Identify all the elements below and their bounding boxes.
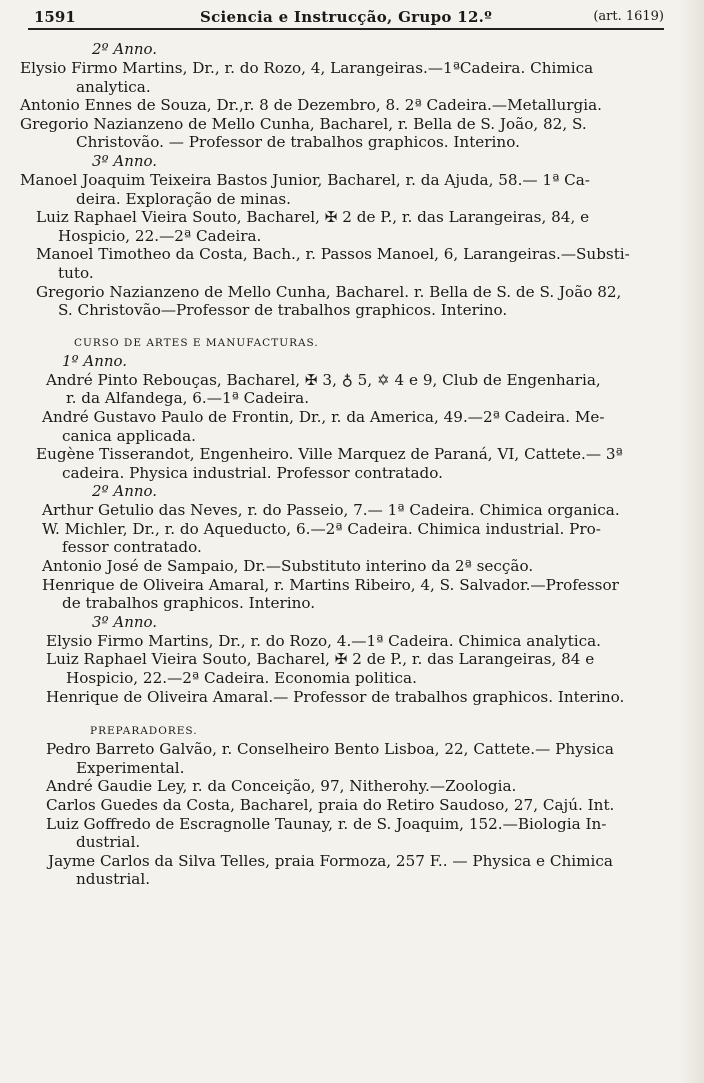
entry-line: r. da Alfandega, 6.—1ª Cadeira.: [66, 389, 310, 408]
entry-line: Hospicio, 22.—2ª Cadeira. Economia politica.: [66, 669, 417, 688]
article-reference: (art. 1619): [593, 9, 664, 24]
entry-line: Hospicio, 22.—2ª Cadeira.: [58, 226, 262, 245]
entry-line: fessor contratado.: [62, 538, 202, 557]
entry-line: analytica.: [76, 77, 151, 96]
entry-line: Antonio Ennes de Souza, Dr.,r. 8 de Dezembro, 8. 2ª Cadeira.—Metallurgia.: [20, 96, 602, 115]
entry-line: Jayme Carlos da Silva Telles, praia Formoza, 257 F.. — Physica e Chimica: [48, 851, 613, 870]
entry-line: canica applicada.: [62, 426, 196, 445]
intro-groups: [20, 40, 668, 320]
section-artes: [20, 352, 668, 707]
entry-line: Eugène Tisserandot, Engenheiro. Ville Marquez de Paraná, VI, Cattete.— 3ª: [36, 445, 623, 464]
section-title-artes: CURSO DE ARTES E MANUFACTURAS.: [74, 336, 319, 349]
entry-line: deira. Exploração de minas.: [76, 189, 292, 208]
entry-line: Experimental.: [76, 758, 185, 777]
entry-line: Carlos Guedes da Costa, Bacharel, praia do Retiro Saudoso, 27, Cajú. Int.: [46, 796, 615, 814]
year-heading: 3º Anno.: [92, 151, 158, 170]
entry-line: Elysio Firmo Martins, Dr., r. do Rozo, 4.—1ª Cadeira. Chimica analytica.: [46, 631, 601, 650]
entry-line: Antonio José de Sampaio, Dr.—Substituto interino da 2ª secção.: [42, 557, 534, 576]
page-edge-shadow: [680, 0, 704, 1083]
entry-line: S. Christovão—Professor de trabalhos graphicos. Interino.: [58, 301, 508, 320]
entry-line: Gregorio Nazianzeno de Mello Cunha, Bacharel. r. Bella de S. de S. João 82,: [36, 282, 622, 301]
entry-line: cadeira. Physica industrial. Professor contratado.: [62, 463, 443, 482]
entry-line: Luiz Raphael Vieira Souto, Bacharel, ✠ 2 de P., r. das Larangeiras, 84, e: [36, 208, 590, 227]
entry-line: Gregorio Nazianzeno de Mello Cunha, Bacharel, r. Bella de S. João, 82, S.: [20, 114, 587, 133]
entry-line: Pedro Barreto Galvão, r. Conselheiro Bento Lisboa, 22, Cattete.— Physica: [46, 740, 614, 759]
year-heading: 3º Anno.: [92, 612, 158, 631]
entry-line: Henrique de Oliveira Amaral.— Professor de trabalhos graphicos. Interino.: [46, 687, 625, 706]
entry-line: André Pinto Rebouças, Bacharel, ✠ 3, ♁ 5, ✡ 4 e 9, Club de Engenharia,: [46, 370, 601, 389]
entry-line: Christovão. — Professor de trabalhos graphicos. Interino.: [76, 133, 520, 152]
entry-line: Manoel Timotheo da Costa, Bach., r. Passos Manoel, 6, Larangeiras.—Substi-: [36, 245, 630, 264]
entry-line: de trabalhos graphicos. Interino.: [62, 594, 316, 613]
entry-line: Elysio Firmo Martins, Dr., r. do Rozo, 4, Larangeiras.—1ªCadeira. Chimica: [20, 59, 594, 77]
header-title: Sciencia e Instrucção, Grupo 12.º: [199, 8, 493, 26]
entry-line: André Gustavo Paulo de Frontin, Dr., r. da America, 49.—2ª Cadeira. Me-: [42, 407, 605, 426]
entry-line: Manoel Joaquim Teixeira Bastos Junior, Bacharel, r. da Ajuda, 58.— 1ª Ca-: [20, 170, 590, 189]
entry-line: Arthur Getulio das Neves, r. do Passeio, 7.— 1ª Cadeira. Chimica organica.: [42, 501, 620, 520]
year-heading: 2º Anno.: [92, 482, 158, 501]
entry-line: tuto.: [58, 263, 94, 282]
entry-line: André Gaudie Ley, r. da Conceição, 97, Nitherohy.—Zoologia.: [46, 777, 517, 796]
year-heading: 1º Anno.: [62, 351, 128, 370]
entry-line: W. Michler, Dr., r. do Aqueducto, 6.—2ª Cadeira. Chimica industrial. Pro-: [42, 519, 601, 538]
entry-line: Henrique de Oliveira Amaral, r. Martins Ribeiro, 4, S. Salvador.—Professor: [42, 575, 619, 594]
page-number: 1591: [34, 8, 76, 26]
year-heading: 2º Anno.: [92, 40, 158, 58]
entry-line: dustrial.: [76, 833, 141, 852]
section-title-preparadores: PREPARADORES.: [90, 725, 198, 738]
section-preparadores: [20, 740, 668, 889]
document-body: [20, 40, 668, 889]
entry-line: Luiz Goffredo de Escragnolle Taunay, r. de S. Joaquim, 152.—Biologia In-: [46, 814, 607, 833]
entry-line: ndustrial.: [76, 870, 151, 889]
running-header: [28, 6, 664, 30]
entry-line: Luiz Raphael Vieira Souto, Bacharel, ✠ 2 de P., r. das Larangeiras, 84 e: [46, 650, 595, 669]
